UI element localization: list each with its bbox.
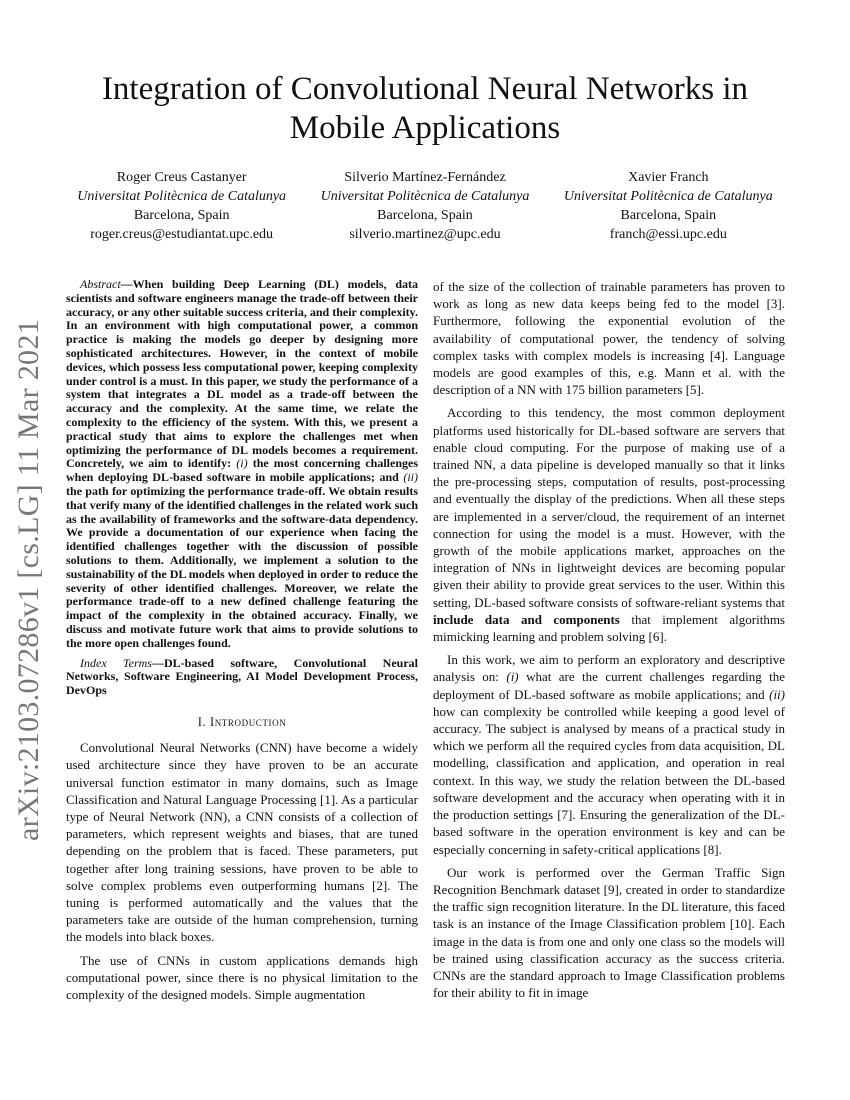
author-affiliation: Universitat Politècnica de Catalunya bbox=[320, 189, 530, 204]
abstract-marker: (ii) bbox=[403, 470, 418, 485]
abstract-text: the path for optimizing the performance trade-off. We obtain results that verify many of the identified challenges in the related work such as the availability of frameworks and the software-data dependency. We provide a documentation of our experience when facing the identified challenges together with the discussion of possible solutions to them. Additionally, we implement a solution to the sustainability of the DL models when deployed in order to reduce the severity of other identified challenges. Moreover, we relate the performance trade-off to a new defined challenge featuring the impact of the complexity in the obtained accuracy. Finally, we discuss and motivate future work that aims to provide solutions to the more open challenges found. bbox=[66, 483, 418, 650]
body-paragraph bbox=[433, 404, 785, 645]
left-column bbox=[66, 278, 418, 1003]
body-paragraph: of the size of the collection of trainable parameters has proven to work as long as new data keeps being fed to the model [3]. Furthermore, following the exponential evolution of the availability of computational power, the tendency of solving complex tasks with complex models is increasing [4]. Language models are good examples of this, e.g. Mann et al. with the description of a NN with 175 billion parameters [5]. bbox=[433, 279, 785, 398]
author-1 bbox=[60, 168, 303, 244]
index-terms-text: —DL-based software, Convolutional Neural Networks, Software Engineering, AI Model Development Process, DevOps bbox=[66, 655, 418, 698]
author-location: Barcelona, Spain bbox=[133, 208, 230, 223]
author-email: roger.creus@estudiantat.upc.edu bbox=[90, 227, 274, 242]
author-name: Silverio Martínez-Fernández bbox=[344, 170, 506, 185]
author-location: Barcelona, Spain bbox=[377, 208, 473, 223]
body-text: what are the current challenges regarding the deployment of DL-based software as mobile applications; and bbox=[433, 669, 786, 702]
section-number: I. bbox=[197, 714, 207, 729]
body-paragraph: The use of CNNs in custom applications demands high computational power, since there is no physical limitation to the complexity of the designed models. Simple augmentation bbox=[66, 952, 418, 1002]
body-paragraph: Convolutional Neural Networks (CNN) have become a widely used architecture since they have proven to be an accurate universal function estimator in many domains, such as Image Classification and Natural Language Processing [1]. As a particular type of Neural Network (NN), a CNN consists of a collection of parameters, which represent weights and biases, that are tuned depending on the problem that is faced. These parameters, put together after long training sessions, have proven to be able to solve complex problems even outperforming humans [2]. The tuning is performed automatically and the values that the parameters take are outside of the human comprehension, turning the models into black boxes. bbox=[66, 740, 418, 945]
body-text: In this work, we aim to perform an exploratory and descriptive analysis on: bbox=[433, 652, 785, 685]
body-marker: (ii) bbox=[769, 686, 785, 702]
abstract-text: —When building Deep Learning (DL) models, data scientists and software engineers manage the trade-off between their accuracy, or any other suitable success criteria, and their complexity. In an environment with high computational power, a common practice is making the models go deeper by designing more sophisticated architectures. However, in the context of mobile devices, which possess less computational power, keeping complexity under control is a must. In this paper, we study the performance of a system that integrates a DL model as a trade-off between the accuracy and the complexity. At the same time, we relate the complexity to the efficiency of the system. With this, we present a practical study that aims to explore the challenges met when optimizing the performance of DL models becomes a requirement. Concretely, we aim to identify: bbox=[66, 277, 418, 471]
body-text: According to this tendency, the most common deployment platforms used historically for DL-based software are servers that enable cloud computing. For the purpose of making use of a trained NN, a data pipeline is developed manually so that it links the pre-processing steps, computation of results, post-processing and eventually the display of the predictions. When all these steps are implemented in a server/cloud, the requirement of an internet connection for using the model is a must. However, with the growth of the mobile applications market, approaches on the integration of NNs in lightweight devices are becoming popular given their ability to provide great services to the user. Within this setting, DL-based software consists of software-reliant systems that bbox=[433, 405, 785, 610]
author-email: franch@essi.upc.edu bbox=[609, 227, 727, 242]
abstract-text: the most concerning challenges when deploying DL-based software in mobile applications; and bbox=[66, 456, 418, 485]
arxiv-stamp-text: arXiv:2103.07286v1 [cs.LG] 11 Mar 2021 bbox=[12, 319, 45, 841]
body-text-bold: include data and components bbox=[433, 611, 620, 627]
abstract-marker: (i) bbox=[236, 456, 248, 471]
author-location: Barcelona, Spain bbox=[620, 208, 717, 223]
paper-title: Integration of Convolutional Neural Networks in Mobile Applications bbox=[101, 71, 749, 146]
abstract bbox=[66, 278, 418, 651]
author-3 bbox=[547, 168, 790, 244]
author-email: silverio.martinez@upc.edu bbox=[349, 227, 501, 242]
body-text: how can complexity be controlled while keeping a good level of accuracy. The subject is analysed by means of a practical study in which we perform all the required cycles from data acquisition, DL modelling, classification and application, and operation in real context. In this way, we study the relation between the DL-based software development and the accuracy when operating with it in the production settings [7]. Ensuring the generalization of the DL-based software in the operation environment is key and can be especially concerning in safety-critical applications [8]. bbox=[433, 703, 785, 857]
abstract-lead: Abstract bbox=[80, 277, 121, 291]
body-text: that implement algorithms mimicking learning and problem solving [6]. bbox=[433, 611, 785, 645]
author-affiliation: Universitat Politècnica de Catalunya bbox=[563, 189, 773, 204]
body-paragraph: Our work is performed over the German Traffic Sign Recognition Benchmark dataset [9], created in order to standardize the traffic sign recognition literature. In the DL literature, this faced task is an instance of the Image Classification problem [10]. Each image in the data is from one and only one class so the models will be trained using classification accuracy as the success criteria. CNNs are the standard approach to Image Classification problems for their ability to fit in image bbox=[433, 864, 785, 1001]
author-name: Roger Creus Castanyer bbox=[116, 170, 247, 185]
section-heading bbox=[66, 714, 418, 731]
author-affiliation: Universitat Politècnica de Catalunya bbox=[77, 189, 287, 204]
index-terms bbox=[66, 657, 418, 698]
body-paragraph bbox=[433, 651, 785, 857]
author-2 bbox=[303, 168, 546, 244]
section-title: Introduction bbox=[209, 714, 287, 729]
author-block bbox=[60, 168, 790, 244]
author-name: Xavier Franch bbox=[628, 170, 709, 185]
arxiv-stamp bbox=[6, 300, 52, 860]
body-marker: (i) bbox=[506, 669, 519, 685]
right-column bbox=[433, 278, 785, 1001]
index-terms-lead: Index Terms bbox=[80, 655, 152, 670]
